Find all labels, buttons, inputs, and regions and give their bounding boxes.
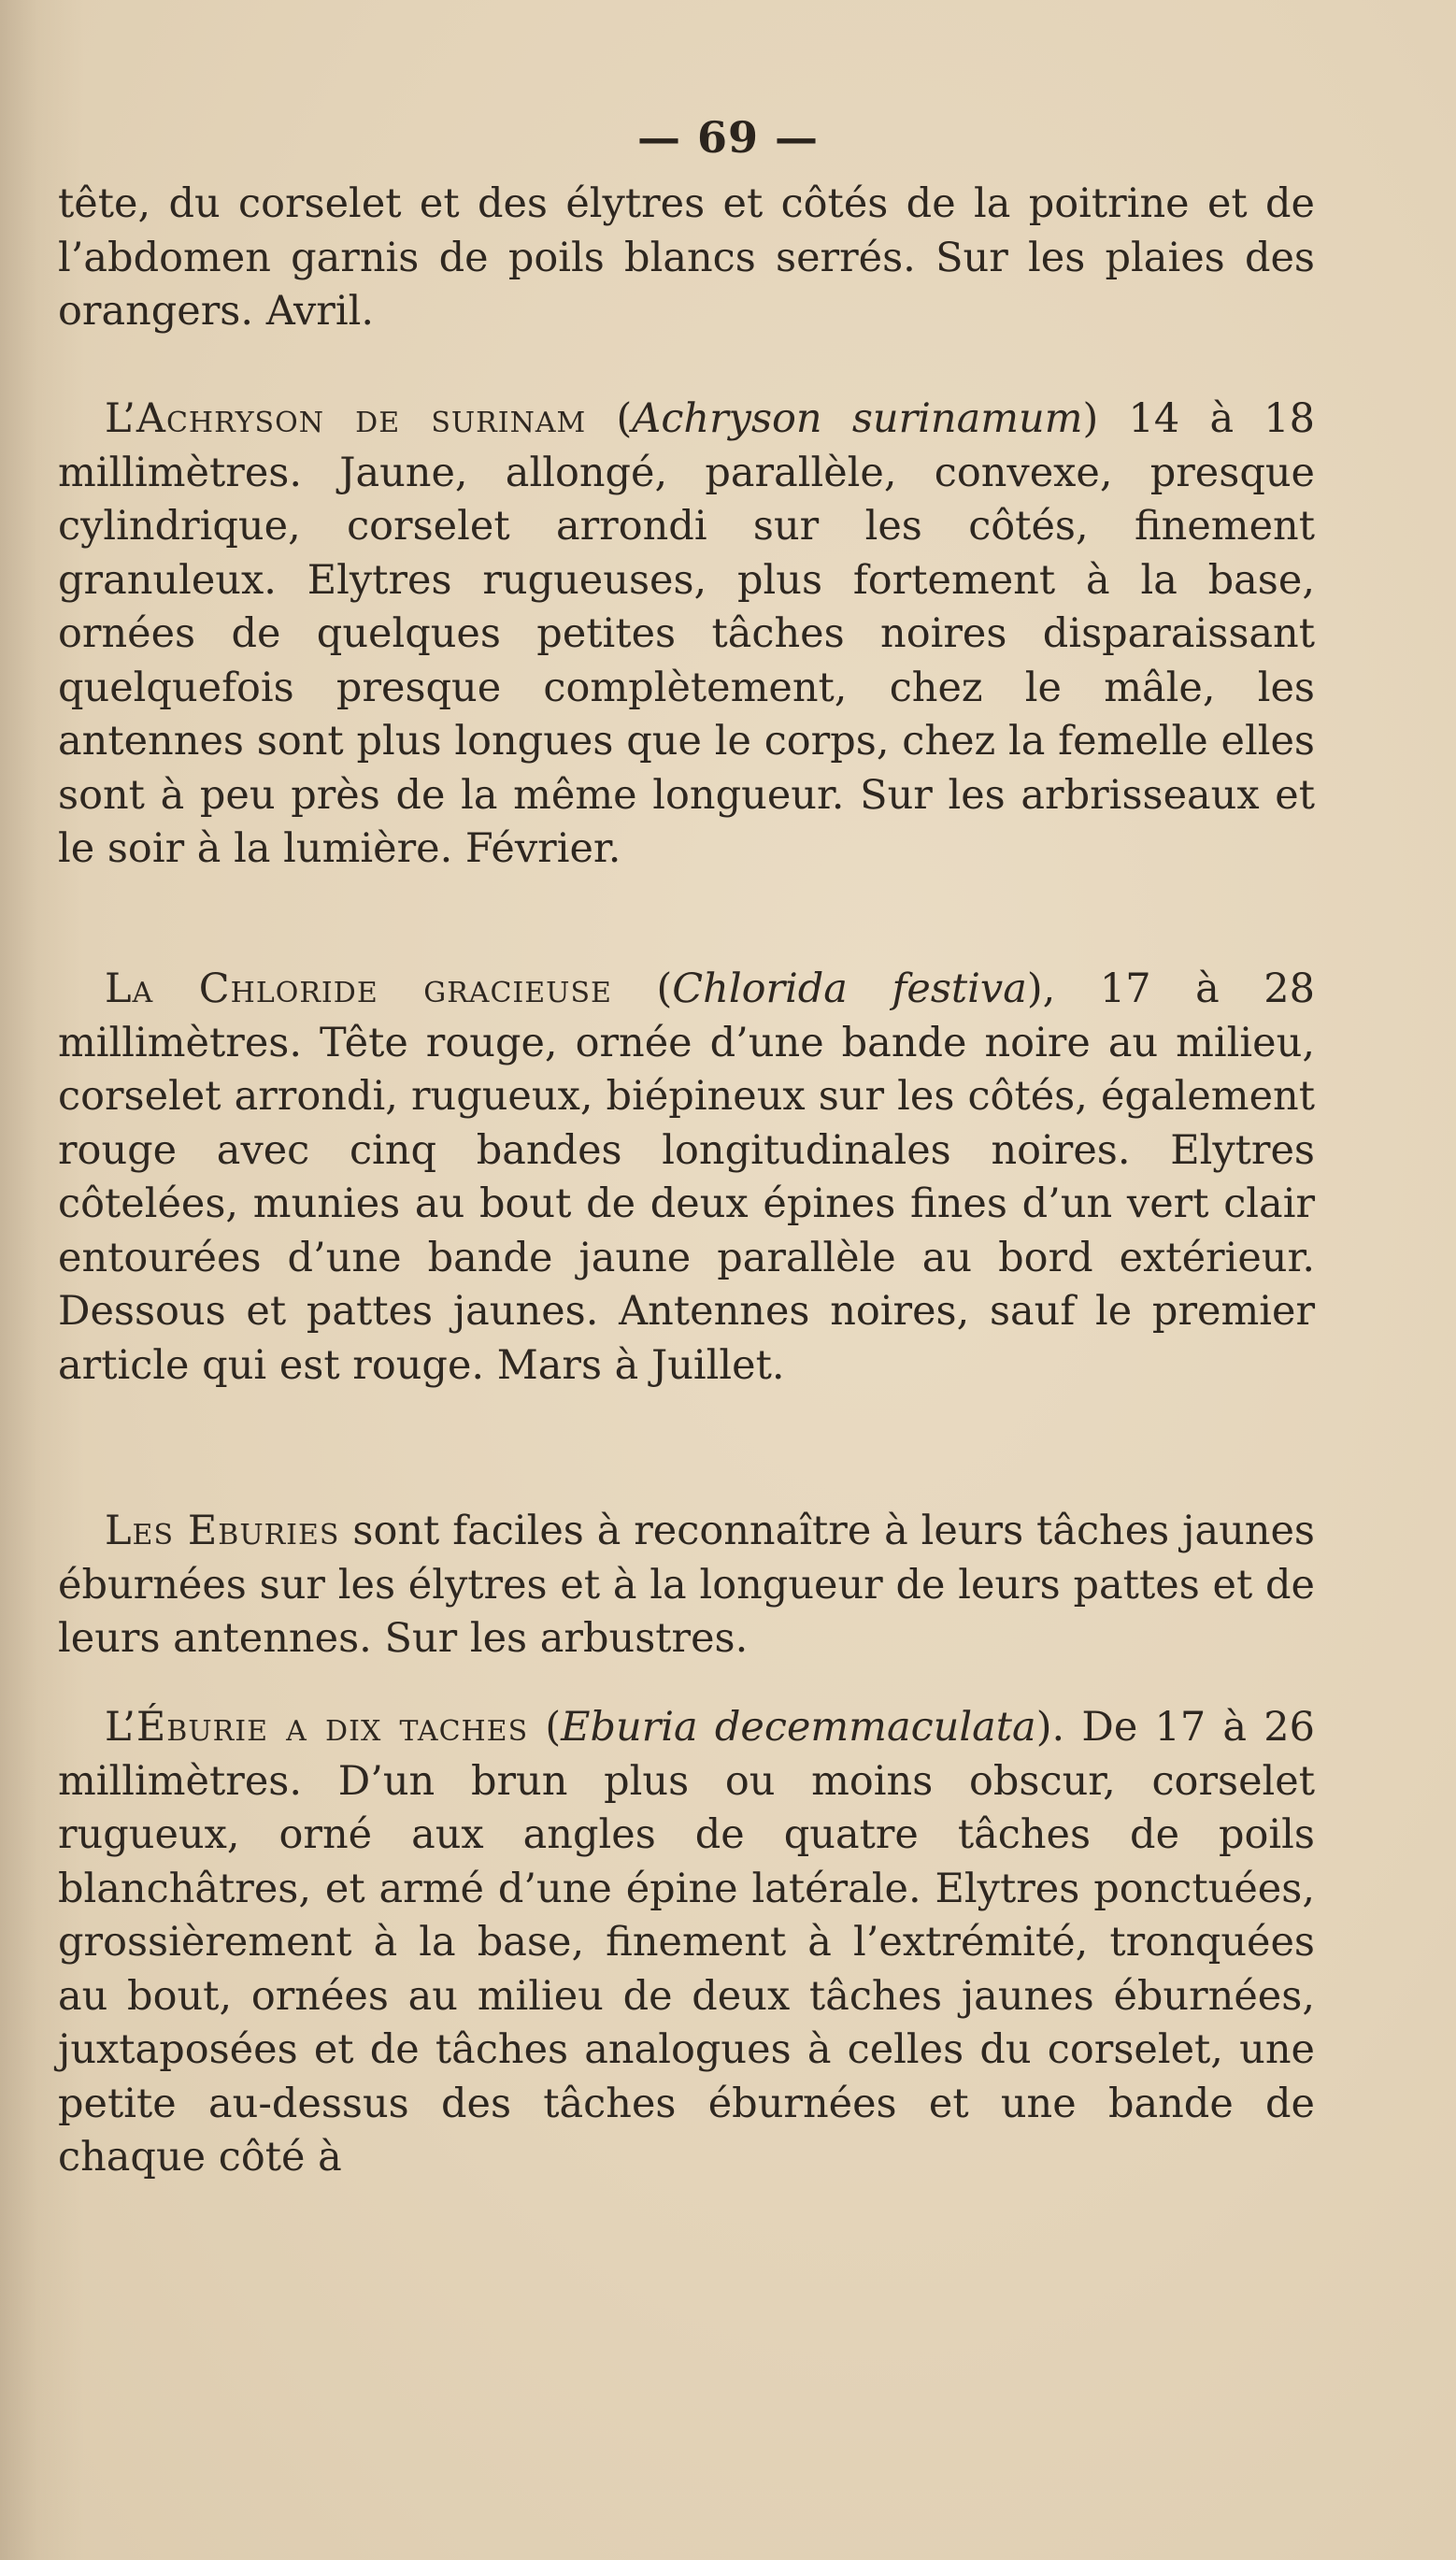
paragraph-text: sont faciles à reconnaître à leurs tâches jaunes éburnées sur les élytres et à la longueur de leurs pattes et de leurs antennes. Sur les arbustres. <box>58 1508 1315 1662</box>
paragraph-text: tête, du corselet et des élytres et côtés de la poitrine et de l’abdomen garnis de poils blancs serrés. Sur les plaies des orangers. Avril. <box>58 180 1315 335</box>
species-name: L’Éburie a dix taches <box>105 1704 529 1751</box>
genus-name: Les Eburies <box>105 1508 340 1554</box>
paragraph-chloride: La Chloride gracieuse (Chlorida festiva), 17 à 28 millimètres. Tête rouge, ornée d’une bande noire au milieu, corselet arrondi, rugueux, biépineux sur les côtés, également rouge avec cinq bandes longitudinales noires. Elytres côtelées, munies au bout de deux épines fines d’un vert clair entourées d’une bande jaune parallèle au bord extérieur. Dessous et pattes jaunes. Antennes noires, sauf le premier article qui est rouge. Mars à Juillet. <box>58 965 1315 1389</box>
paragraph-achryson: L’Achryson de surinam (Achryson surinamum) 14 à 18 millimètres. Jaune, allongé, parallèle, convexe, presque cylindrique, corselet arrondi sur les côtés, finement granuleux. Elytres rugueuses, plus fortement à la base, ornées de quelques petites tâches noires disparaissant quelquefois presque complètement, chez le mâle, les antennes sont plus longues que le corps, chez la femelle elles sont à peu près de la même longueur. Sur les arbrisseaux et le soir à la lumière. Février. <box>58 395 1316 872</box>
paragraph-text: , 17 à 28 millimètres. Tête rouge, ornée d’une bande noire au milieu, corselet arrondi, rugueux, biépineux sur les côtés, également rouge avec cinq bandes longitudinales noires. Elytres côtelées, munies au bout de deux épines fines d’un vert clair entourées d’une bande jaune parallèle au bord extérieur. Dessous et pattes jaunes. Antennes noires, sauf le premier article qui est rouge. Mars à Juillet. <box>58 965 1315 1389</box>
paragraph-eburia-decemmaculata: L’Éburie a dix taches (Eburia decemmaculata). De 17 à 26 millimètres. D’un brun plus ou moins obscur, corselet rugueux, orné aux angles de quatre tâches de poils blanchâtres, et armé d’une épine latérale. Elytres ponctuées, grossièrement à la base, finement à l’extrémité, tronquées au bout, ornées au milieu de deux tâches jaunes éburnées, juxtaposées et de tâches analogues à celles du corselet, une petite au-dessus des tâches éburnées et une bande de chaque côté à <box>58 1704 1315 2181</box>
paragraph-text: . De 17 à 26 millimètres. D’un brun plus ou moins obscur, corselet rugueux, orné aux angles de quatre tâches de poils blanchâtres, et armé d’une épine latérale. Elytres ponctuées, grossièrement à la base, finement à l’extrémité, tronquées au bout, ornées au milieu de deux tâches jaunes éburnées, juxtaposées et de tâches analogues à celles du corselet, une petite au-dessus des tâches éburnées et une bande de chaque côté à <box>58 1704 1315 2181</box>
species-name: L’Achryson de surinam <box>105 395 587 442</box>
paragraph-eburies <box>58 1505 1315 1666</box>
page-number: — 69 — <box>636 112 820 163</box>
paragraph-text: 14 à 18 millimètres. Jaune, allongé, parallèle, convexe, presque cylindrique, corselet arrondi sur les côtés, finement granuleux. Elytres rugueuses, plus fortement à la base, ornées de quelques petites tâches noires disparaissant quelquefois presque complètement, chez le mâle, les antennes sont plus longues que le corps, chez la femelle elles sont à peu près de la même longueur. Sur les arbrisseaux et le soir à la lumière. Février. <box>58 395 1316 872</box>
latin-name: Eburia decemmaculata <box>561 1704 1036 1751</box>
latin-name: Achryson surinamum <box>632 395 1083 442</box>
species-name: La Chloride gracieuse <box>105 965 612 1012</box>
paragraph-continuation <box>58 178 1315 339</box>
latin-name: Chlorida festiva <box>672 965 1027 1012</box>
